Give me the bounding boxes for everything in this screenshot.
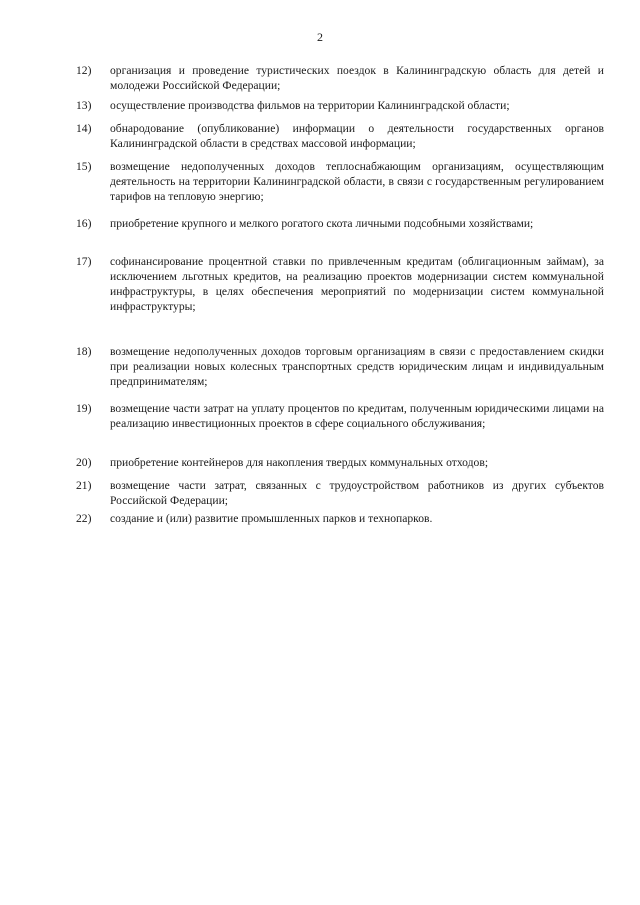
list-item-17: [76, 254, 604, 314]
item-number: 14): [76, 122, 92, 135]
list-item-19: [76, 401, 604, 431]
list-item-16: [76, 216, 604, 231]
item-text: приобретение крупного и мелкого рогатого скота личными подсобными хозяйствами;: [110, 217, 534, 230]
list-item-22: [76, 511, 604, 526]
item-text: возмещение части затрат на уплату процентов по кредитам, полученным юридическими лицами на реализацию инвестиционных проектов в сфере социального обслуживания;: [110, 402, 604, 430]
item-number: 15): [76, 160, 92, 173]
item-number: 22): [76, 512, 92, 525]
item-number: 13): [76, 99, 92, 112]
list-item-12: [76, 63, 604, 93]
item-text: возмещение недополученных доходов торговым организациям в связи с предоставлением скидки при реализации новых колесных транспортных средств юридическим лицам и индивидуальным предпринимателям;: [110, 345, 604, 388]
page-number: 2: [317, 30, 323, 44]
item-number: 12): [76, 64, 92, 77]
item-text: обнародование (опубликование) информации о деятельности государственных органов Калининградской области в средствах массовой информации;: [110, 122, 604, 150]
item-number: 18): [76, 345, 92, 358]
item-text: осуществление производства фильмов на территории Калининградской области;: [110, 99, 510, 112]
list-item-21: [76, 478, 604, 508]
item-text: создание и (или) развитие промышленных парков и технопарков.: [110, 512, 433, 525]
list-item-14: [76, 121, 604, 151]
item-number: 16): [76, 217, 92, 230]
list-item-20: [76, 455, 604, 470]
item-number: 20): [76, 456, 92, 469]
item-number: 19): [76, 402, 92, 415]
item-number: 17): [76, 255, 92, 268]
item-number: 21): [76, 479, 92, 492]
item-text: возмещение части затрат, связанных с трудоустройством работников из других субъектов Российской Федерации;: [110, 479, 604, 507]
item-text: софинансирование процентной ставки по привлеченным кредитам (облигационным займам), за исключением льготных кредитов, на реализацию проектов модернизации систем коммунальной инфраструктуры, в целях обеспечения мероприятий по модернизации систем коммунальной инфраструктуры;: [110, 255, 604, 313]
list-item-18: [76, 344, 604, 389]
list-item-15: [76, 159, 604, 204]
item-text: возмещение недополученных доходов теплоснабжающим организациям, осуществляющим деятельность на территории Калининградской области, в связи с государственным регулированием тарифов на тепловую энергию;: [110, 160, 604, 203]
item-text: приобретение контейнеров для накопления твердых коммунальных отходов;: [110, 456, 489, 469]
list-item-13: [76, 98, 604, 113]
item-text: организация и проведение туристических поездок в Калининградскую область для детей и молодежи Российской Федерации;: [110, 64, 604, 92]
